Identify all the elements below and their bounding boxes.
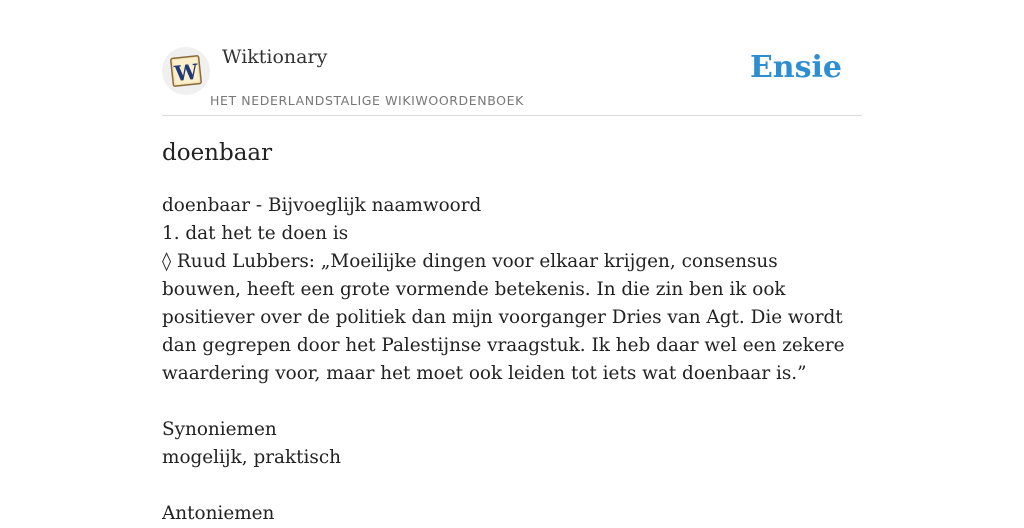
entry-content: [162, 192, 862, 528]
antonyms-heading: Antoniemen: [162, 503, 275, 524]
site-tagline: HET NEDERLANDSTALIGE WIKIWOORDENBOEK: [210, 93, 524, 108]
synonyms-list: mogelijk, praktisch: [162, 447, 341, 468]
definition: 1. dat het te doen is: [162, 223, 349, 244]
site-name[interactable]: Wiktionary: [222, 46, 328, 68]
spacer: [162, 472, 862, 500]
page: [162, 0, 862, 524]
example-quote: ◊ Ruud Lubbers: „Moeilijke dingen voor elkaar krijgen, consensus bouwen, heeft een grote vormende betekenis. In die zin ben ik ook positiever over de politiek dan mijn voorganger Dries van Agt. Die wordt dan gegrepen door het Palestijnse vraagstuk. Ik heb daar wel een zekere waardering voor, maar het moet ook leiden tot iets wat doenbaar is.”: [162, 251, 845, 384]
wiktionary-logo[interactable]: [162, 47, 210, 95]
synonyms-heading: Synoniemen: [162, 419, 277, 440]
site-header: [162, 0, 862, 116]
spacer: [162, 388, 862, 416]
ensie-brand-link[interactable]: Ensie: [749, 50, 842, 85]
part-of-speech-line: doenbaar - Bijvoeglijk naamwoord: [162, 195, 482, 216]
wiktionary-w-tile-icon: [168, 54, 204, 88]
page-title: doenbaar: [162, 140, 273, 166]
svg-text:W: W: [173, 58, 200, 87]
